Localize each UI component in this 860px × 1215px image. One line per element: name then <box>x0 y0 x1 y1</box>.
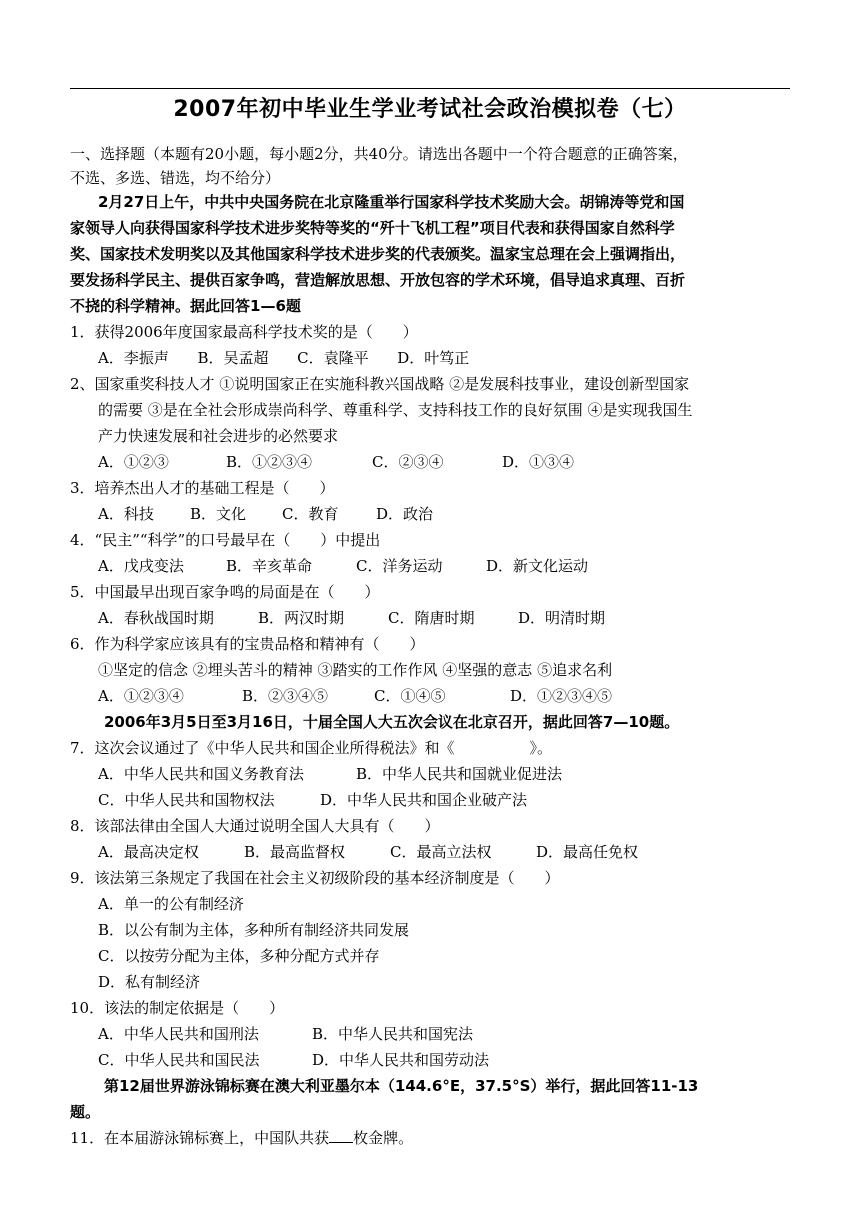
section-instructions-line-2: 不选、多选、错选，均不给分） <box>70 169 281 187</box>
option-a: A．戊戌变法 <box>98 557 184 575</box>
question-6-items: ①坚定的信念 ②埋头苦斗的精神 ③踏实的工作作风 ④坚强的意志 ⑤追求名利 <box>98 661 613 679</box>
question-11-text-before: 11．在本届游泳锦标赛上，中国队共获 <box>70 1129 330 1147</box>
option-b: B．两汉时期 <box>258 609 345 627</box>
passage3-line-2: 题。 <box>70 1103 101 1121</box>
option-d: D．新文化运动 <box>486 557 589 575</box>
option-c: C．中华人民共和国物权法 <box>98 791 275 809</box>
option-d: D．①③④ <box>502 453 575 471</box>
section-instructions-line-1: 一、选择题（本题有20小题，每小题2分，共40分。请选出各题中一个符合题意的正确答案， <box>70 145 688 163</box>
option-c: C．袁隆平 <box>297 349 369 367</box>
option-c: C．教育 <box>282 505 339 523</box>
question-11-text-after: 枚金牌。 <box>353 1129 414 1147</box>
option-c: C．②③④ <box>372 453 444 471</box>
question-1-stem: 1．获得2006年度国家最高科学技术奖的是（ ） <box>70 323 418 341</box>
header-rule <box>70 88 790 89</box>
question-9-option-d: D．私有制经济 <box>98 973 201 991</box>
question-9-option-c: C．以按劳分配为主体，多种分配方式并存 <box>98 947 380 965</box>
option-a: A．①②③ <box>98 453 169 471</box>
passage1-line-3: 奖、国家技术发明奖以及其他国家科学技术进步奖的代表颁奖。温家宝总理在会上强调指出， <box>70 245 686 263</box>
question-7-stem: 7．这次会议通过了《中华人民共和国企业所得税法》和《 》。 <box>70 739 553 757</box>
option-a: A．李振声 <box>98 349 169 367</box>
question-2-line-2: 的需要 ③是在全社会形成崇尚科学、尊重科学、支持科技工作的良好氛围 ④是实现我国生 <box>98 401 693 419</box>
question-9-option-b: B．以公有制为主体，多种所有制经济共同发展 <box>98 921 410 939</box>
option-a: A．科技 <box>98 505 154 523</box>
option-b: B．辛亥革命 <box>226 557 313 575</box>
option-a: A．中华人民共和国义务教育法 <box>98 765 304 783</box>
passage1-line-5: 不挠的科学精神。据此回答1—6题 <box>70 297 301 315</box>
option-c: C．①④⑤ <box>374 687 446 705</box>
option-c: C．中华人民共和国民法 <box>98 1051 260 1069</box>
option-a: A．春秋战国时期 <box>98 609 214 627</box>
option-b: B．吴孟超 <box>197 349 269 367</box>
question-9-stem: 9．该法第三条规定了我国在社会主义初级阶段的基本经济制度是（ ） <box>70 869 560 887</box>
passage1-line-2: 家领导人向获得国家科学技术进步奖特等奖的“歼十飞机工程”项目代表和获得国家自然科学 <box>70 219 675 237</box>
question-4-stem: 4．“民主”“科学”的口号最早在（ ）中提出 <box>70 531 381 549</box>
question-2-line-1: 2、国家重奖科技人才 ①说明国家正在实施科教兴国战略 ②是发展科技事业，建设创新型国家 <box>70 375 690 393</box>
question-3-stem: 3．培养杰出人才的基础工程是（ ） <box>70 479 335 497</box>
question-8-stem: 8．该部法律由全国人大通过说明全国人大具有（ ） <box>70 817 440 835</box>
option-b: B．②③④⑤ <box>242 687 329 705</box>
option-b: B．中华人民共和国就业促进法 <box>356 765 563 783</box>
question-5-stem: 5．中国最早出现百家争鸣的局面是在（ ） <box>70 583 380 601</box>
option-d: D．明清时期 <box>518 609 606 627</box>
passage2: 2006年3月5日至3月16日，十届全国人大五次会议在北京召开，据此回答7—10题。 <box>104 713 680 731</box>
passage3-line-1: 第12届世界游泳锦标赛在澳大利亚墨尔本（144.6°E，37.5°S）举行，据此回答11-13 <box>104 1077 699 1095</box>
option-c: C．最高立法权 <box>390 843 492 861</box>
option-b: B．最高监督权 <box>244 843 346 861</box>
option-a: A．最高决定权 <box>98 843 199 861</box>
option-d: D．中华人民共和国企业破产法 <box>320 791 528 809</box>
page-title: 2007年初中毕业生学业考试社会政治模拟卷（七） <box>173 97 687 122</box>
option-d: D．政治 <box>376 505 434 523</box>
option-a: A．①②③④ <box>98 687 184 705</box>
question-2-line-3: 产力快速发展和社会进步的必然要求 <box>98 427 339 445</box>
option-c: C．洋务运动 <box>356 557 443 575</box>
passage1-line-4: 要发扬科学民主、提供百家争鸣，营造解放思想、开放包容的学术环境，倡导追求真理、百折 <box>70 271 686 289</box>
option-d: D．①②③④⑤ <box>510 687 613 705</box>
passage1-line-1: 2月27日上午，中共中央国务院在北京隆重举行国家科学技术奖励大会。胡锦涛等党和国 <box>98 193 685 211</box>
option-c: C．隋唐时期 <box>388 609 475 627</box>
option-a: A．中华人民共和国刑法 <box>98 1025 259 1043</box>
question-10-stem: 10．该法的制定依据是（ ） <box>70 999 285 1017</box>
question-6-stem: 6．作为科学家应该具有的宝贵品格和精神有（ ） <box>70 635 425 653</box>
option-d: D．叶笃正 <box>397 349 470 367</box>
question-9-option-a: A．单一的公有制经济 <box>98 895 244 913</box>
option-d: D．最高任免权 <box>536 843 639 861</box>
option-b: B．①②③④ <box>226 453 313 471</box>
question-1-options <box>98 345 469 371</box>
answer-blank <box>329 1128 353 1143</box>
option-d: D．中华人民共和国劳动法 <box>312 1051 490 1069</box>
option-b: B．文化 <box>190 505 247 523</box>
option-b: B．中华人民共和国宪法 <box>312 1025 474 1043</box>
question-11-stem <box>70 1125 413 1151</box>
